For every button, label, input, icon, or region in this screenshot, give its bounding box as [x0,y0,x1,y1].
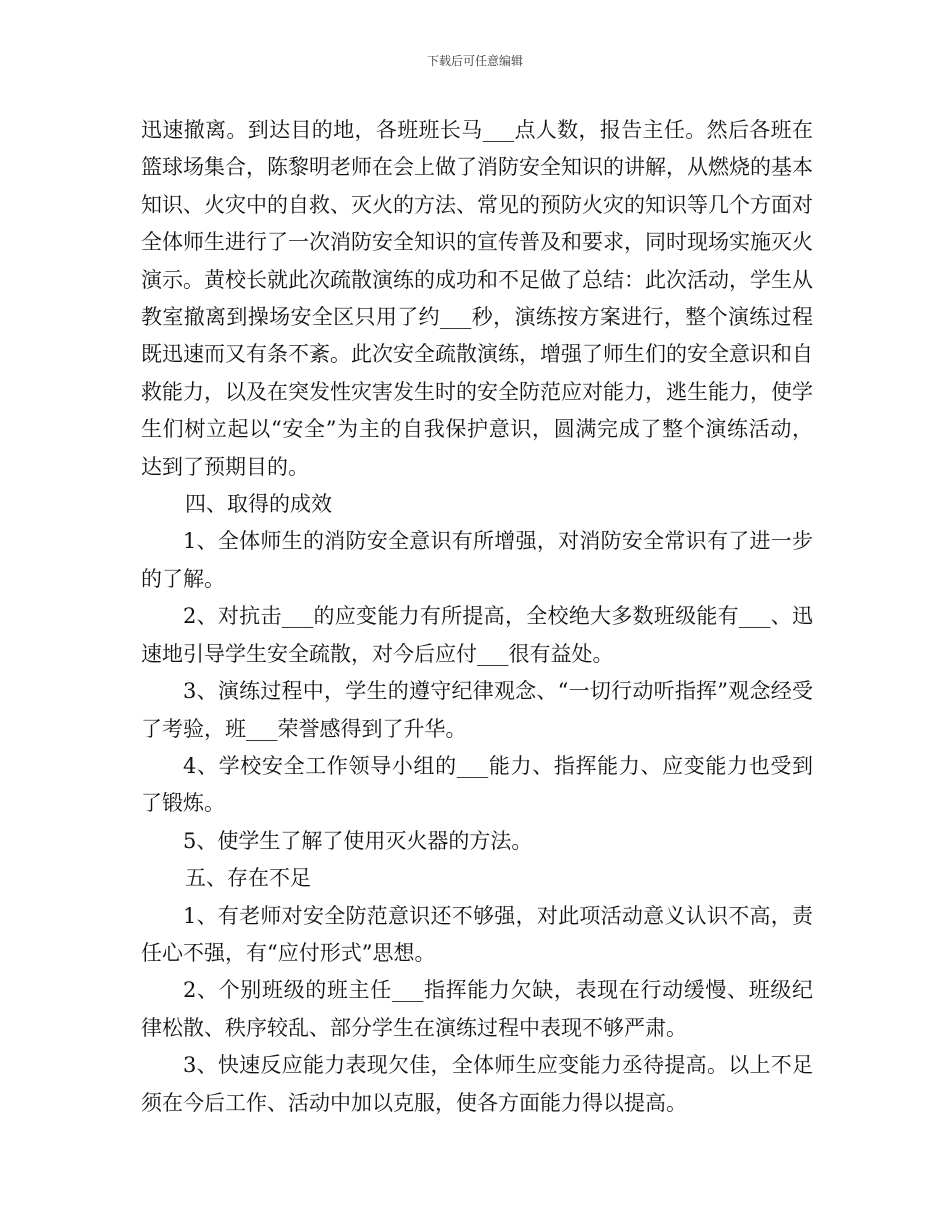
achievement-item: 2、对抗击___的应变能力有所提高，全校绝大多数班级能有___、迅速地引导学生安全疏散，对今后应付___很有益处。 [141,604,813,666]
achievement-item: 4、学校安全工作领导小组的___能力、指挥能力、应变能力也受到了锻炼。 [141,753,813,816]
achievement-item: 1、全体师生的消防安全意识有所增强，对消防安全常识有了进一步的了解。 [141,529,813,591]
intro-paragraph: 迅速撤离。到达目的地，各班班长马___点人数，报告主任。然后各班在篮球场集合，陈黎明老师在会上做了消防安全知识的讲解，从燃烧的基本知识、火灾中的自救、灭火的方法、常见的预防火灾的知识等几个方面对全体师生进行了一次消防安全知识的宣传普及和要求，同时现场实施灭火演示。黄校长就此次疏散演练的成功和不足做了总结：此次活动，学生从教室撤离到操场安全区只用了约___秒，演练按方案进行，整个演练过程既迅速而又有条不紊。此次安全疏散演练，增强了师生们的安全意识和自救能力，以及在突发性灾害发生时的安全防范应对能力，逃生能力，使学生们树立起以“安全”为主的自我保护意识，圆满完成了整个演练活动，达到了预期目的。 [141,118,813,479]
shortcoming-item: 2、个别班级的班主任___指挥能力欠缺，表现在行动缓慢、班级纪律松散、秩序较乱、部分学生在演练过程中表现不够严肃。 [141,978,813,1040]
achievement-item: 3、演练过程中，学生的遵守纪律观念、“一切行动听指挥”观念经受了考验，班___荣誉感得到了升华。 [141,679,813,741]
section-heading-shortcomings: 五、存在不足 [185,866,311,891]
page-header: 下载后可任意编辑 [426,54,523,68]
section-heading-achievements: 四、取得的成效 [185,492,332,517]
achievement-item: 5、使学生了解了使用灭火器的方法。 [183,828,533,853]
shortcoming-item: 1、有老师对安全防范意识还不够强，对此项活动意义认识不高，责任心不强，有“应付形式”思想。 [141,903,813,965]
shortcoming-item: 3、快速反应能力表现欠佳，全体师生应变能力丞待提高。以上不足须在今后工作、活动中加以克服，使各方面能力得以提高。 [141,1053,813,1115]
document-body [141,112,813,1122]
